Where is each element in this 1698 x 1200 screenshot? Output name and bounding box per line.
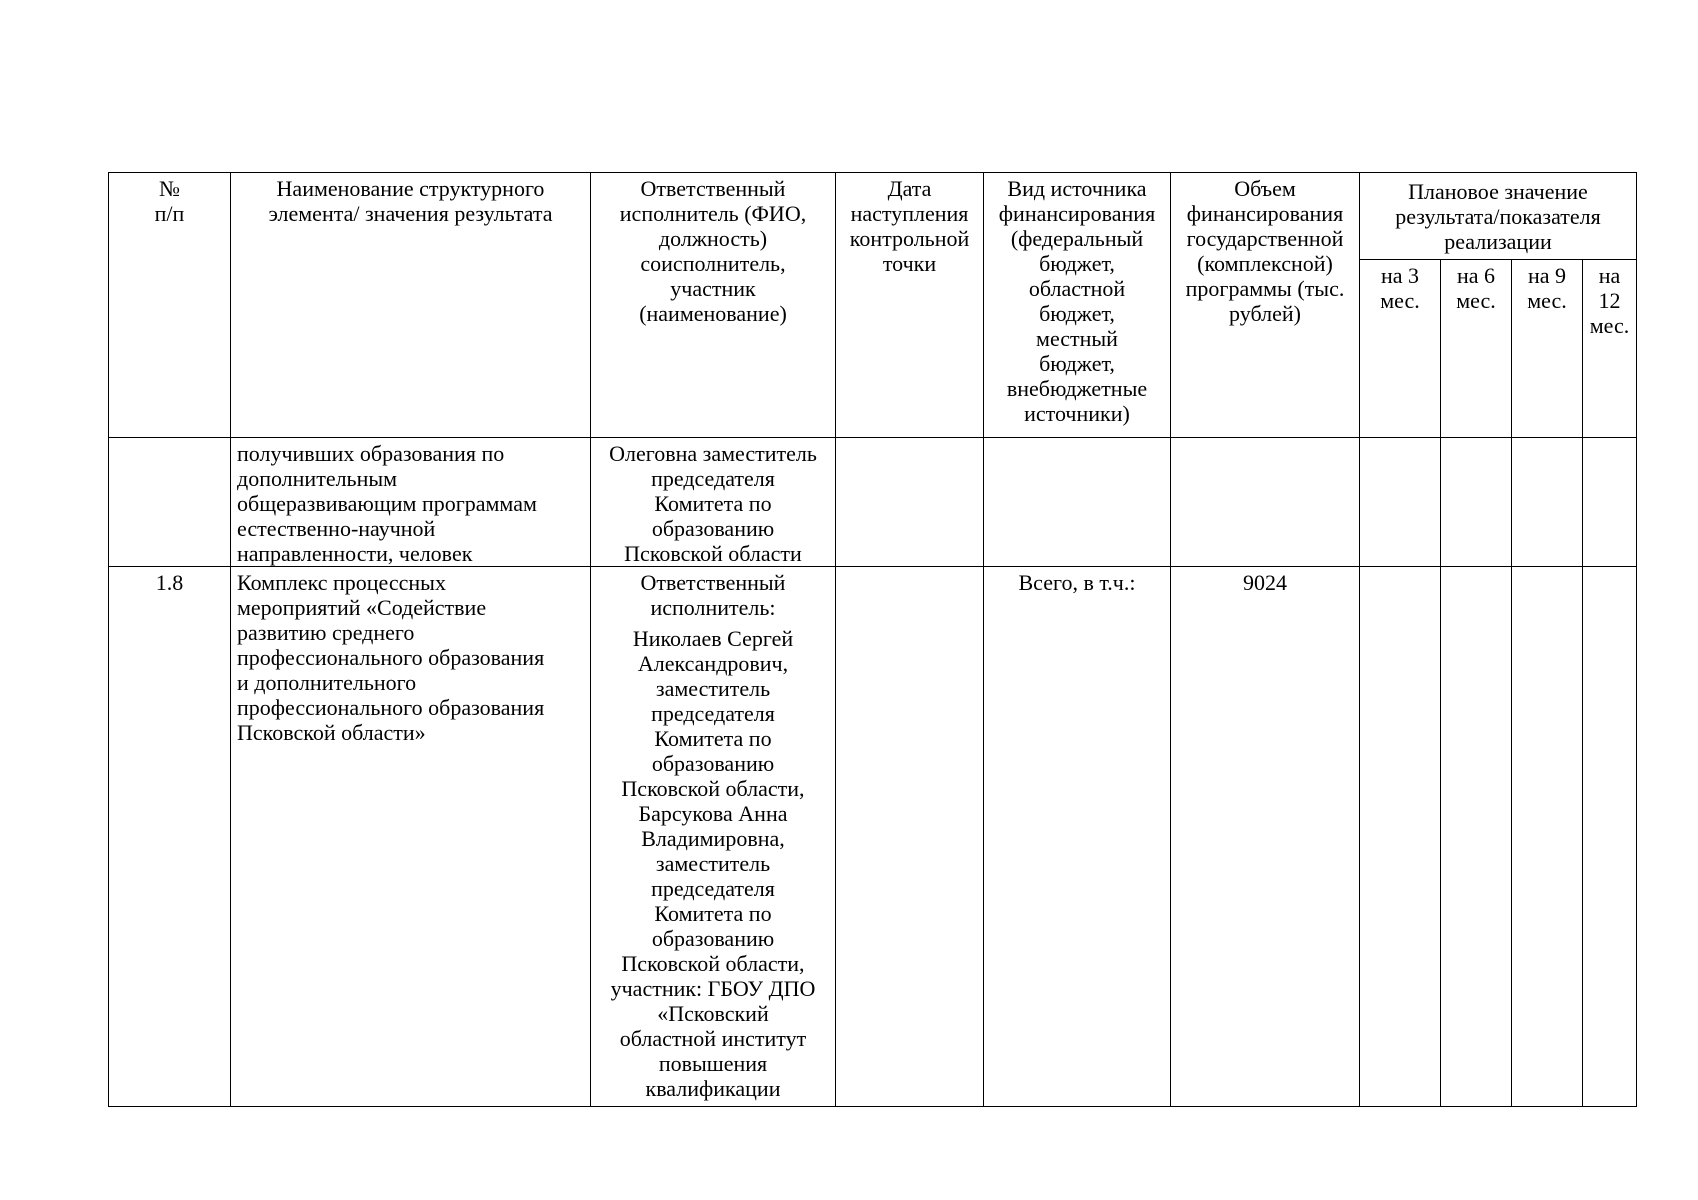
header-num: № п/п (109, 173, 231, 438)
row-volume (1171, 438, 1360, 567)
header-date: Дата наступления контрольной точки (836, 173, 984, 438)
row-9-months (1512, 438, 1583, 567)
row-3-months (1360, 567, 1441, 1107)
row-name: Комплекс процессных мероприятий «Содействие развитию среднего профессионального образования и дополнительного профессионального образования Псковской области» (231, 567, 591, 1107)
header-12-months: на 12 мес. (1583, 260, 1637, 438)
row-name: получивших образования по дополнительным общеразвивающим программам естественно-научной направленности, человек (231, 438, 591, 567)
row-volume: 9024 (1171, 567, 1360, 1107)
row-responsible-details: Николаев Сергей Александрович, заместитель председателя Комитета по образованию Псковской области, Барсукова Анна Владимировна, заместитель председателя Комитета по образованию Псковской области, участник: ГБОУ ДПО «Псковский областной институт повышения квалификации (610, 626, 816, 1101)
header-name: Наименование структурного элемента/ значения результата (231, 173, 591, 438)
row-source (984, 438, 1171, 567)
row-9-months (1512, 567, 1583, 1107)
row-responsible: Олеговна заместитель председателя Комитета по образованию Псковской области (591, 438, 836, 567)
row-date (836, 438, 984, 567)
row-source: Всего, в т.ч.: (984, 567, 1171, 1107)
header-6-months: на 6 мес. (1441, 260, 1512, 438)
row-num: 1.8 (109, 567, 231, 1107)
row-date (836, 567, 984, 1107)
header-3-months: на 3 мес. (1360, 260, 1441, 438)
table-row (109, 438, 1637, 567)
header-responsible: Ответственный исполнитель (ФИО, должность) соисполнитель, участник (наименование) (591, 173, 836, 438)
header-plan: Плановое значение результата/показателя реализации (1360, 173, 1637, 260)
plan-table (108, 172, 1637, 1107)
header-source: Вид источника финансирования (федеральный бюджет, областной бюджет, местный бюджет, внебюджетные источники) (984, 173, 1171, 438)
row-6-months (1441, 567, 1512, 1107)
row-12-months (1583, 438, 1637, 567)
table-row (109, 567, 1637, 1107)
row-num (109, 438, 231, 567)
header-9-months: на 9 мес. (1512, 260, 1583, 438)
row-6-months (1441, 438, 1512, 567)
header-volume: Объем финансирования государственной (комплексной) программы (тыс. рублей) (1171, 173, 1360, 438)
row-12-months (1583, 567, 1637, 1107)
row-3-months (1360, 438, 1441, 567)
row-responsible: Ответственный исполнитель: Николаев Сергей Александрович, заместитель председателя Комитета по образованию Псковской области, Барсукова Анна Владимировна, заместитель председателя Комитета по образованию Псковской области, участник: ГБОУ ДПО «Псковский областной институт повышения квалификации (591, 567, 836, 1107)
